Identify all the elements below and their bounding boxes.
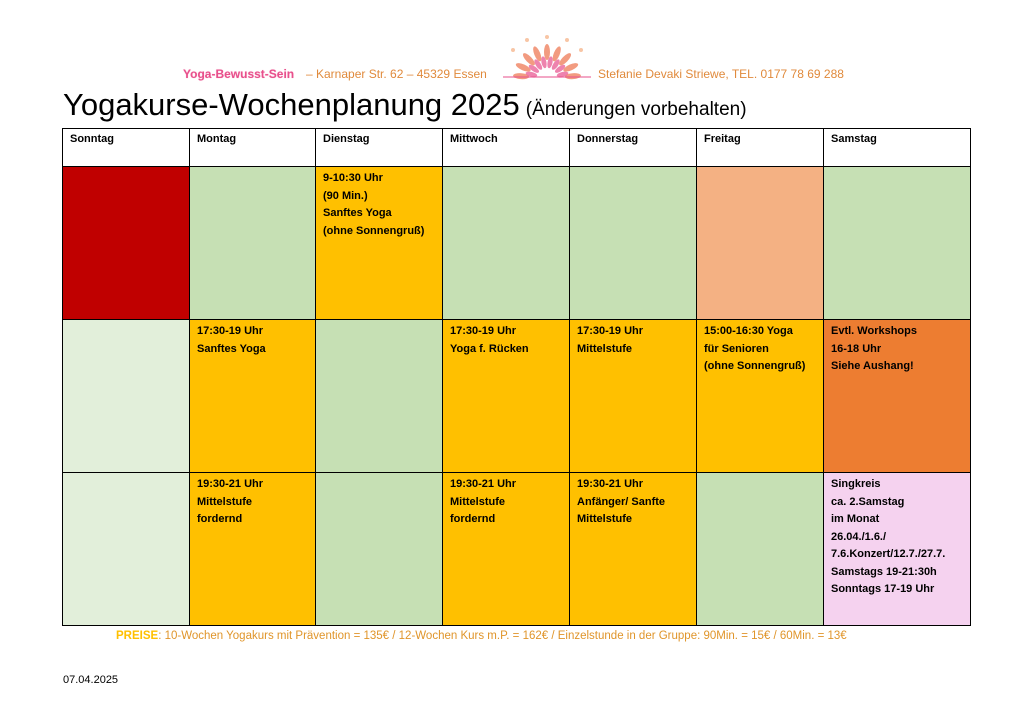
table-row xyxy=(63,320,971,473)
day-header: Mittwoch xyxy=(443,129,570,167)
course-line: Mittelstufe xyxy=(450,495,505,508)
course-line: 19:30-21 Uhr xyxy=(577,478,644,490)
course-line: Siehe Aushang! xyxy=(831,360,914,372)
schedule-cell xyxy=(697,473,824,626)
day-header: Samstag xyxy=(824,129,971,167)
brand-name: Yoga-Bewusst-Sein xyxy=(183,67,295,81)
schedule-cell xyxy=(63,320,190,473)
course-line: 9-10:30 Uhr xyxy=(323,172,383,184)
page-title xyxy=(63,87,747,123)
schedule-cell xyxy=(63,473,190,626)
course-line: (ohne Sonnengruß) xyxy=(323,224,425,237)
day-header: Montag xyxy=(190,129,316,167)
schedule-cell xyxy=(63,167,190,320)
day-header: Donnerstag xyxy=(570,129,697,167)
course-line: Singkreis xyxy=(831,478,881,490)
course-line: 17:30-19 Uhr xyxy=(577,325,644,337)
day-header: Freitag xyxy=(697,129,824,167)
course-line: Anfänger/ Sanfte xyxy=(577,495,666,508)
course-line: ca. 2.Samstag xyxy=(831,495,905,508)
schedule-cell xyxy=(697,167,824,320)
course-line: 26.04./1.6./ xyxy=(831,530,887,543)
day-header: Dienstag xyxy=(316,129,443,167)
schedule-cell xyxy=(824,167,971,320)
schedule-cell xyxy=(443,167,570,320)
course-line: Mittelstufe xyxy=(577,342,632,355)
schedule-cell xyxy=(570,320,697,473)
course-line: (90 Min.) xyxy=(323,189,368,202)
prices-text: : 10-Wochen Yogakurs mit Prävention = 135€ / 12-Wochen Kurs m.P. = 162€ / Einzelstunde in der Gruppe: 90Min. = 15€ / 60Min. = 13€ xyxy=(158,630,847,642)
title-note: (Änderungen vorbehalten) xyxy=(525,99,747,120)
schedule-cell xyxy=(316,320,443,473)
schedule-cell xyxy=(190,320,316,473)
course-line: für Senioren xyxy=(704,342,769,355)
schedule-cell xyxy=(443,320,570,473)
course-line: 17:30-19 Uhr xyxy=(197,325,264,337)
schedule-cell xyxy=(190,473,316,626)
course-line: 19:30-21 Uhr xyxy=(197,478,264,490)
table-row xyxy=(63,473,971,626)
course-line: Mittelstufe xyxy=(197,495,252,508)
course-line: 15:00-16:30 Yoga xyxy=(704,325,793,337)
course-line: 17:30-19 Uhr xyxy=(450,325,517,337)
schedule-cell xyxy=(570,473,697,626)
day-header: Sonntag xyxy=(63,129,190,167)
course-line: Mittelstufe xyxy=(577,513,632,525)
schedule-cell xyxy=(190,167,316,320)
course-line: Sanftes Yoga xyxy=(197,342,266,355)
prices-line xyxy=(116,630,847,642)
prices-label: PREISE xyxy=(116,630,159,642)
schedule-cell xyxy=(697,320,824,473)
schedule-cell xyxy=(316,167,443,320)
schedule-table xyxy=(62,128,971,626)
course-line: Yoga f. Rücken xyxy=(450,342,529,355)
course-line: fordernd xyxy=(197,513,243,525)
course-line: 16-18 Uhr xyxy=(831,342,882,355)
course-line: im Monat xyxy=(831,513,880,525)
table-header-row xyxy=(63,129,971,167)
course-line: Samstags 19-21:30h xyxy=(831,565,937,578)
schedule-cell xyxy=(570,167,697,320)
lotus-logo-icon xyxy=(500,34,594,84)
schedule-cell xyxy=(316,473,443,626)
table-row xyxy=(63,167,971,320)
course-line: Sonntags 17-19 Uhr xyxy=(831,583,935,595)
course-line: Sanftes Yoga xyxy=(323,207,392,219)
schedule-cell xyxy=(443,473,570,626)
course-line: Evtl. Workshops xyxy=(831,325,917,337)
schedule-cell xyxy=(824,473,971,626)
course-line: fordernd xyxy=(450,513,496,525)
course-line: 19:30-21 Uhr xyxy=(450,478,517,490)
document-date: 07.04.2025 xyxy=(63,674,119,686)
schedule-cell xyxy=(824,320,971,473)
title-main: Yogakurse-Wochenplanung 2025 xyxy=(63,87,520,122)
address: – Karnaper Str. 62 – 45329 Essen xyxy=(306,67,487,81)
course-line: 7.6.Konzert/12.7./27.7. xyxy=(831,548,946,560)
contact: Stefanie Devaki Striewe, TEL. 0177 78 69 288 xyxy=(598,67,844,81)
course-line: (ohne Sonnengruß) xyxy=(704,360,806,372)
